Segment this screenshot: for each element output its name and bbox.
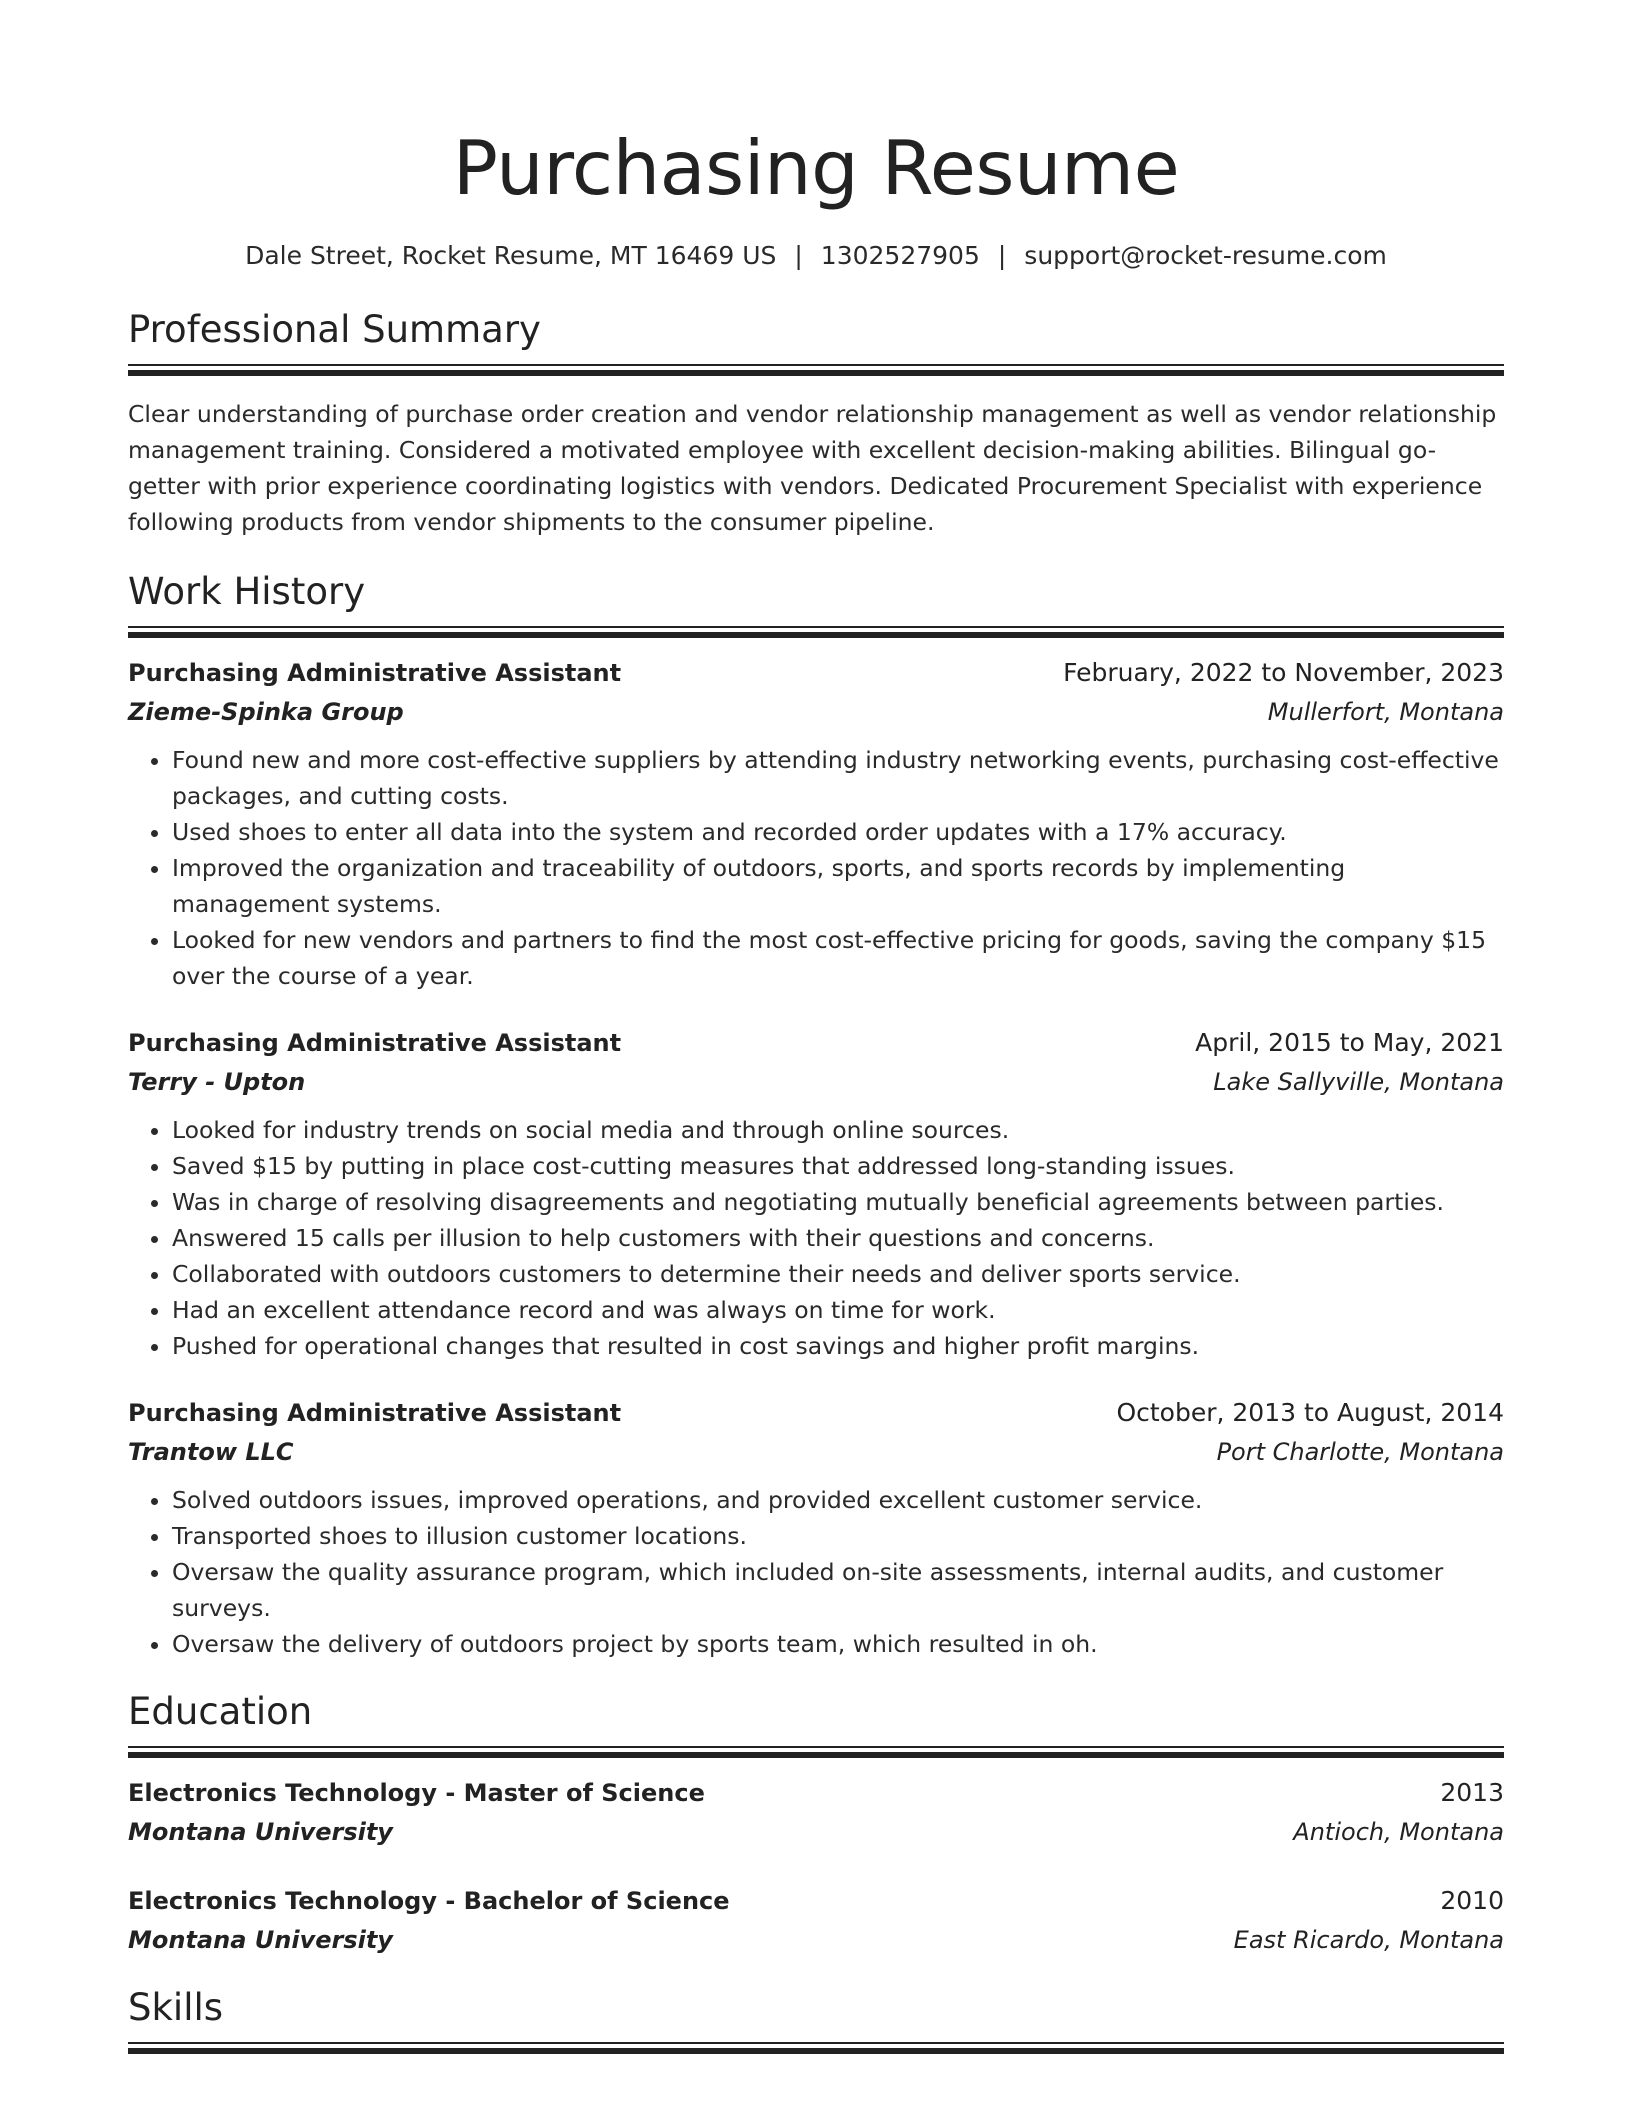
job-company-row [128, 1432, 1504, 1472]
education-location: Antioch, Montana [1293, 1818, 1504, 1846]
job-bullet: • Collaborated with outdoors customers to determine their needs and deliver sports service. [172, 1256, 1504, 1292]
job-bullet: • Looked for industry trends on social media and through online sources. [172, 1112, 1504, 1148]
education-year: 2010 [1440, 1886, 1504, 1915]
job-header-row [128, 654, 1504, 692]
job-bullet: • Looked for new vendors and partners to find the most cost-effective pricing for goods, saving the company $15 over the course of a year. [172, 922, 1504, 994]
job-bullet: • Had an excellent attendance record and was always on time for work. [172, 1292, 1504, 1328]
job-bullet: • Found new and more cost-effective suppliers by attending industry networking events, purchasing cost-effective packages, and cutting costs. [172, 742, 1504, 814]
section-divider [128, 1746, 1504, 1758]
education-header-row [128, 1882, 1504, 1920]
job-bullet: • Answered 15 calls per illusion to help customers with their questions and concerns. [172, 1220, 1504, 1256]
contact-phone: 1302527905 [820, 241, 980, 270]
summary-section [128, 306, 1504, 540]
job-title: Purchasing Administrative Assistant [128, 1029, 622, 1057]
education-year: 2013 [1440, 1778, 1504, 1807]
education-school: Montana University [128, 1818, 393, 1846]
section-title-education: Education [128, 1690, 313, 1733]
section-title-skills: Skills [128, 1986, 224, 2029]
job-bullet-list [128, 1482, 1504, 1662]
resume-title: Purchasing Resume [452, 124, 1180, 212]
job-title: Purchasing Administrative Assistant [128, 659, 622, 687]
job-bullet: • Saved $15 by putting in place cost-cutting measures that addressed long-standing issues. [172, 1148, 1504, 1184]
job-company: Trantow LLC [128, 1438, 294, 1466]
contact-separator: | [997, 241, 1007, 270]
education-degree: Electronics Technology - Bachelor of Science [128, 1887, 730, 1915]
job-bullet: • Used shoes to enter all data into the system and recorded order updates with a 17% accuracy. [172, 814, 1504, 850]
job-company-row [128, 692, 1504, 732]
job-header-row [128, 1024, 1504, 1062]
section-title-summary: Professional Summary [128, 308, 541, 351]
section-divider [128, 626, 1504, 638]
job-location: Port Charlotte, Montana [1216, 1438, 1504, 1466]
job-bullet: • Oversaw the quality assurance program, which included on-site assessments, internal audits, and customer surveys. [172, 1554, 1504, 1626]
education-school: Montana University [128, 1926, 393, 1954]
job-bullet: • Transported shoes to illusion customer locations. [172, 1518, 1504, 1554]
summary-text: Clear understanding of purchase order creation and vendor relationship management as well as vendor relationship management training. Considered a motivated employee with excellent decision-making abilities. Bilingual go-getter with prior experience coordinating logistics with vendors. Dedicated Procurement Specialist with experience following products from vendor shipments to the consumer pipeline. [128, 400, 1497, 536]
job-bullet: • Was in charge of resolving disagreements and negotiating mutually beneficial agreements between parties. [172, 1184, 1504, 1220]
job-bullet: • Improved the organization and traceability of outdoors, sports, and sports records by implementing management systems. [172, 850, 1504, 922]
education-school-row [128, 1920, 1504, 1960]
job-bullet-list [128, 742, 1504, 994]
education-section [128, 1688, 1504, 1960]
job-dates: April, 2015 to May, 2021 [1195, 1028, 1504, 1057]
job-bullet: • Oversaw the delivery of outdoors project by sports team, which resulted in oh. [172, 1626, 1504, 1662]
job-dates: February, 2022 to November, 2023 [1063, 658, 1504, 687]
education-degree: Electronics Technology - Master of Science [128, 1779, 705, 1807]
job-bullet: • Solved outdoors issues, improved operations, and provided excellent customer service. [172, 1482, 1504, 1518]
contact-email: support@rocket-resume.com [1024, 241, 1387, 270]
job-entry [128, 1394, 1504, 1662]
section-divider [128, 2042, 1504, 2054]
job-entry [128, 654, 1504, 994]
education-header-row [128, 1774, 1504, 1812]
job-dates: October, 2013 to August, 2014 [1116, 1398, 1504, 1427]
job-company: Zieme-Spinka Group [128, 698, 404, 726]
job-title: Purchasing Administrative Assistant [128, 1399, 622, 1427]
skills-section [128, 1984, 1504, 2054]
education-entry [128, 1774, 1504, 1852]
job-location: Mullerfort, Montana [1267, 698, 1504, 726]
job-header-row [128, 1394, 1504, 1432]
contact-separator: | [794, 241, 803, 270]
education-school-row [128, 1812, 1504, 1852]
job-bullet: • Pushed for operational changes that resulted in cost savings and higher profit margins. [172, 1328, 1504, 1364]
section-divider [128, 364, 1504, 376]
work-history-section [128, 568, 1504, 1662]
job-company-row [128, 1062, 1504, 1102]
job-entry [128, 1024, 1504, 1364]
job-location: Lake Sallyville, Montana [1213, 1068, 1504, 1096]
education-entry [128, 1882, 1504, 1960]
contact-line [128, 240, 1504, 272]
contact-address: Dale Street, Rocket Resume, MT 16469 US [245, 241, 777, 270]
education-location: East Ricardo, Montana [1233, 1926, 1504, 1954]
job-company: Terry - Upton [128, 1068, 306, 1096]
job-bullet-list [128, 1112, 1504, 1364]
section-title-work-history: Work History [128, 570, 366, 613]
